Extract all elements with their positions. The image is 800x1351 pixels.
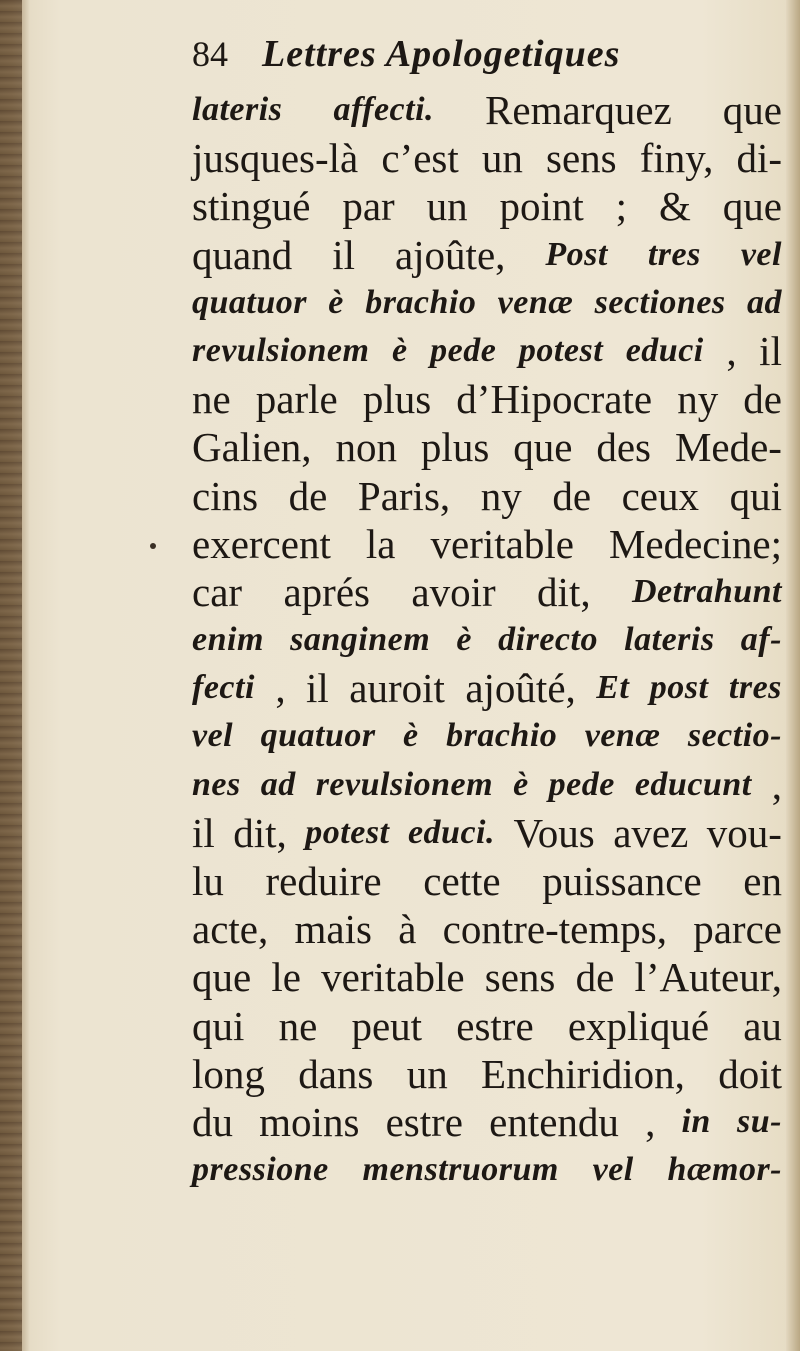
- word: de: [288, 472, 328, 519]
- word: veritable: [430, 520, 574, 567]
- latin-word: affecti.: [333, 91, 435, 128]
- word: lu: [192, 858, 224, 904]
- latin-word: è: [456, 621, 472, 659]
- word: un: [481, 135, 523, 182]
- word: auroit: [349, 665, 445, 712]
- word: stingué: [192, 183, 311, 230]
- page-number: 84: [192, 34, 228, 74]
- word: peut: [351, 1002, 423, 1049]
- latin-word: Detrahunt: [632, 572, 782, 610]
- word: parce: [693, 906, 782, 953]
- latin-word: educi: [625, 331, 704, 369]
- text-line: [192, 231, 782, 279]
- latin-word: sanginem: [290, 621, 431, 659]
- latin-word: quatuor: [192, 283, 307, 321]
- word: de: [552, 472, 592, 519]
- word: la: [365, 520, 396, 567]
- word: du: [192, 1098, 233, 1145]
- word: finy,: [639, 135, 714, 182]
- word: sens: [484, 954, 556, 1001]
- word: di-: [736, 135, 782, 182]
- word: il: [332, 231, 355, 278]
- word: avoir: [411, 568, 496, 615]
- word: par: [342, 183, 395, 230]
- latin-word: Post: [545, 235, 608, 273]
- latin-word: pressione: [192, 1151, 329, 1189]
- word: car: [192, 568, 243, 615]
- word: un: [426, 183, 468, 230]
- book-spine: [0, 0, 22, 1351]
- latin-word: Et: [596, 669, 630, 707]
- word: dit,: [233, 809, 287, 856]
- text-line: [192, 86, 782, 134]
- latin-word: nes: [192, 765, 241, 803]
- text-line: [192, 472, 782, 520]
- word: estre: [456, 1002, 534, 1049]
- latin-word: è: [391, 331, 408, 369]
- text-line: [192, 182, 782, 230]
- word: veritable: [321, 954, 465, 1001]
- ink-spot: [150, 543, 156, 549]
- word: aprés: [283, 568, 370, 615]
- word: &: [658, 183, 691, 230]
- latin-word: enim: [192, 621, 264, 659]
- latin-word: lateris: [192, 91, 283, 128]
- latin-word: quatuor: [260, 717, 376, 755]
- word: Medecine;: [608, 520, 782, 567]
- text-line: [192, 761, 782, 809]
- word: des: [596, 424, 652, 471]
- latin-word: pede: [548, 765, 615, 803]
- word: puissance: [542, 858, 702, 904]
- word: Vous: [513, 809, 595, 856]
- running-title: Lettres Apologetiques: [262, 33, 621, 75]
- latin-word: lateris: [624, 621, 715, 659]
- latin-word: menstruorum: [362, 1151, 559, 1189]
- latin-word: educi.: [407, 813, 496, 851]
- word: estre: [385, 1098, 463, 1145]
- word: que: [192, 954, 252, 1001]
- latin-word: af-: [740, 621, 782, 659]
- word: Galien,: [192, 424, 312, 471]
- latin-word: brachio: [446, 717, 558, 755]
- word: l’Auteur,: [634, 954, 782, 1001]
- latin-word: è: [513, 765, 529, 803]
- text-line: [192, 664, 782, 712]
- latin-word: hæmor-: [667, 1151, 782, 1189]
- word: que: [722, 183, 782, 230]
- word: ceux: [621, 472, 699, 519]
- latin-word: post: [649, 669, 709, 707]
- word: cette: [423, 858, 501, 904]
- text-line: [192, 568, 782, 616]
- word: reduire: [265, 858, 382, 904]
- word: dit,: [537, 568, 591, 615]
- word: ;: [615, 183, 628, 230]
- word: quand: [192, 231, 293, 278]
- text-line: [192, 809, 782, 857]
- latin-word: è: [328, 283, 344, 321]
- word: jusques-là: [192, 135, 359, 182]
- word: ny: [677, 376, 719, 423]
- text-line: [192, 1002, 782, 1050]
- latin-word: brachio: [365, 283, 477, 321]
- word: moins: [259, 1098, 360, 1145]
- word: plus: [362, 376, 432, 423]
- latin-word: tres: [728, 669, 782, 707]
- latin-word: vel: [740, 235, 782, 273]
- word: sens: [545, 135, 617, 182]
- text-line: [192, 375, 782, 423]
- word: qui: [192, 1002, 245, 1049]
- word: ne: [278, 1002, 318, 1049]
- word: qui: [729, 472, 782, 519]
- latin-word: revulsionem: [315, 765, 494, 803]
- word: acte,: [192, 906, 269, 953]
- word: que: [513, 424, 573, 471]
- latin-word: in: [681, 1102, 711, 1140]
- word: entendu: [489, 1098, 619, 1145]
- text-line: [192, 953, 782, 1001]
- word: ny: [480, 472, 522, 519]
- page-text: [192, 30, 782, 1194]
- latin-word: sectiones: [594, 283, 726, 321]
- text-line: [192, 1146, 782, 1194]
- word: il: [759, 327, 782, 374]
- latin-word: su-: [737, 1102, 782, 1140]
- latin-word: è: [403, 717, 419, 755]
- word: mais: [294, 906, 372, 953]
- latin-word: vel: [192, 717, 234, 755]
- latin-word: vel: [592, 1151, 634, 1189]
- page-header: [192, 30, 782, 86]
- text-line: [192, 616, 782, 664]
- word: au: [743, 1002, 782, 1049]
- word: ajoûte,: [394, 231, 506, 278]
- word: il: [306, 665, 329, 712]
- word: doit: [718, 1050, 782, 1097]
- word: un: [406, 1050, 448, 1097]
- word: ,: [275, 665, 286, 712]
- word: d’Hipocrate: [456, 376, 653, 423]
- word: contre-temps,: [442, 906, 667, 953]
- latin-word: educunt: [634, 765, 752, 803]
- word: ,: [726, 327, 737, 374]
- word: ,: [645, 1098, 656, 1145]
- latin-word: directo: [498, 621, 598, 659]
- word: il: [192, 809, 215, 856]
- latin-word: tres: [647, 235, 701, 273]
- latin-word: fecti: [192, 669, 255, 707]
- word: dans: [298, 1050, 374, 1097]
- word: ajoûté,: [465, 665, 576, 712]
- word: avez: [613, 809, 689, 856]
- latin-word: pede: [430, 331, 497, 369]
- text-line: [192, 423, 782, 471]
- word: cins: [192, 472, 259, 519]
- text-line: [192, 134, 782, 182]
- word: non: [335, 424, 397, 471]
- word: expliqué: [567, 1002, 710, 1049]
- word: le: [271, 954, 301, 1001]
- word: c’est: [381, 135, 459, 182]
- word: Mede-: [674, 424, 782, 471]
- text-line: [192, 857, 782, 905]
- text-line: [192, 1050, 782, 1098]
- word: que: [722, 87, 782, 133]
- latin-word: venæ: [584, 717, 661, 755]
- word: point: [499, 183, 584, 230]
- latin-word: venæ: [497, 283, 574, 321]
- word: ,: [771, 761, 782, 808]
- text-line: [192, 327, 782, 375]
- text-line: [192, 520, 782, 568]
- text-line: [192, 712, 782, 760]
- latin-word: potest: [305, 813, 390, 851]
- text-line: [192, 1098, 782, 1146]
- latin-word: sectio-: [687, 717, 782, 755]
- word: Paris,: [357, 472, 451, 519]
- word: parle: [255, 376, 338, 423]
- latin-word: revulsionem: [192, 331, 370, 369]
- word: ne: [192, 376, 231, 423]
- word: exercent: [192, 520, 331, 567]
- word: de: [575, 954, 615, 1001]
- word: Remarquez: [485, 87, 672, 133]
- word: Enchiridion,: [481, 1050, 685, 1097]
- latin-word: ad: [746, 283, 782, 321]
- word: à: [398, 906, 417, 953]
- word: long: [192, 1050, 265, 1097]
- page-edge: [786, 0, 800, 1351]
- word: plus: [420, 424, 490, 471]
- latin-word: ad: [260, 765, 296, 803]
- word: de: [743, 376, 782, 423]
- text-line: [192, 905, 782, 953]
- word: vou-: [706, 809, 782, 856]
- body-text: [192, 86, 782, 1194]
- text-line: [192, 279, 782, 327]
- word: en: [743, 858, 782, 904]
- latin-word: potest: [518, 331, 604, 369]
